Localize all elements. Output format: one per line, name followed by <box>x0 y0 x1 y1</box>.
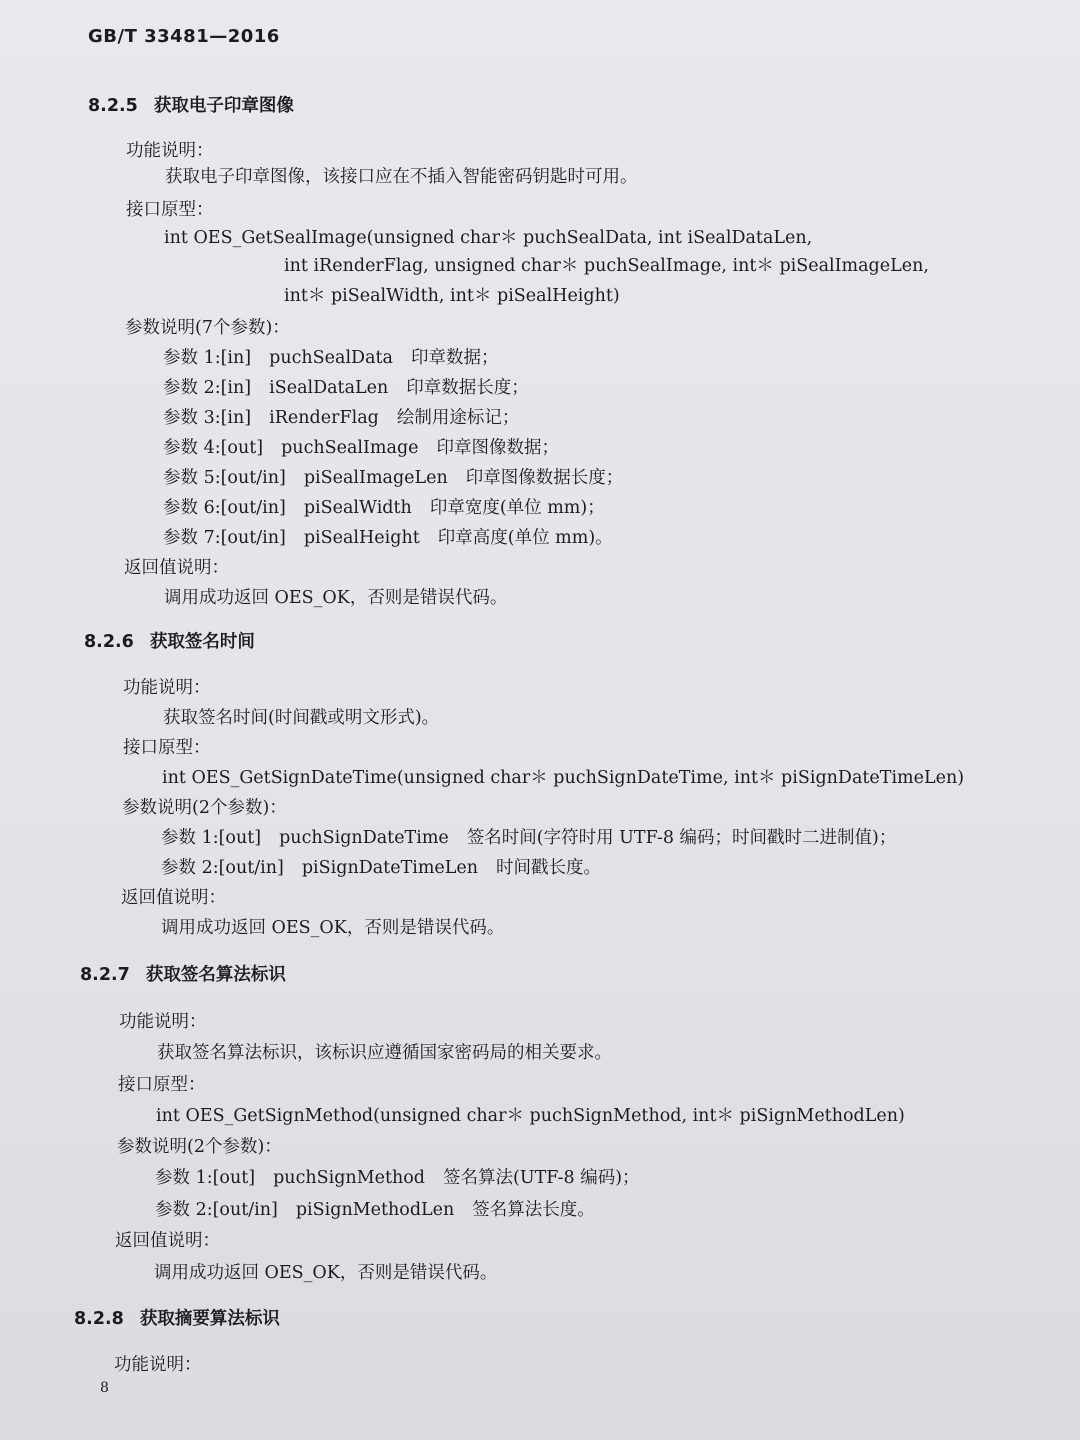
param-row <box>161 824 896 849</box>
param-tag: 参数 7:[out/in] <box>163 528 286 548</box>
param-desc: 印章图像数据长度； <box>465 468 624 488</box>
section-heading-8-2-6 <box>84 628 255 653</box>
section-number: 8.2.7 <box>80 965 130 985</box>
proto-line: int iRenderFlag, unsigned char＊ puchSealImage, int＊ piSealImageLen, <box>284 256 929 276</box>
params-label: 参数说明(2个参数)： <box>122 798 287 818</box>
param-desc: 印章数据； <box>410 348 499 368</box>
param-tag: 参数 3:[in] <box>163 408 252 428</box>
param-desc: 签名算法长度。 <box>472 1200 595 1220</box>
param-row <box>161 854 601 879</box>
param-tag: 参数 4:[out] <box>163 438 264 458</box>
param-tag: 参数 1:[in] <box>163 348 252 368</box>
return-label: 返回值说明： <box>115 1231 220 1251</box>
return-text: 调用成功返回 OES_OK，否则是错误代码。 <box>164 588 508 608</box>
function-label: 功能说明： <box>123 678 211 698</box>
param-desc: 印章数据长度； <box>406 378 529 398</box>
page-number: 8 <box>100 1380 109 1396</box>
function-text: 获取签名时间(时间戳或明文形式)。 <box>163 708 440 728</box>
param-row <box>163 344 498 369</box>
function-label: 功能说明： <box>119 1012 207 1032</box>
param-tag: 参数 2:[out/in] <box>161 858 284 878</box>
function-label: 功能说明： <box>126 141 214 161</box>
param-name: puchSealImage <box>281 438 419 458</box>
param-desc: 印章高度(单位 mm)。 <box>437 528 613 548</box>
section-heading-8-2-5 <box>88 92 294 117</box>
param-tag: 参数 2:[in] <box>163 378 252 398</box>
section-heading-8-2-7 <box>80 961 286 986</box>
param-name: piSealHeight <box>303 528 420 548</box>
param-name: piSignDateTimeLen <box>301 858 479 878</box>
param-desc: 时间戳长度。 <box>496 858 602 878</box>
param-row <box>155 1164 640 1189</box>
param-row <box>163 494 605 519</box>
section-title: 获取签名算法标识 <box>145 965 286 985</box>
param-name: piSealImageLen <box>303 468 448 488</box>
param-desc: 签名算法(UTF-8 编码)； <box>443 1168 640 1188</box>
param-desc: 印章图像数据； <box>436 438 560 458</box>
param-row <box>155 1196 595 1221</box>
section-title: 获取电子印章图像 <box>153 96 294 116</box>
return-label: 返回值说明： <box>124 558 229 578</box>
function-label: 功能说明： <box>114 1355 202 1375</box>
param-name: puchSignDateTime <box>279 828 449 848</box>
standard-header: GB/T 33481—2016 <box>88 26 280 47</box>
param-desc: 签名时间(字符时用 UTF-8 编码；时间戳时二进制值)； <box>466 828 897 848</box>
param-tag: 参数 2:[out/in] <box>155 1200 278 1220</box>
param-row <box>163 464 623 489</box>
section-number: 8.2.5 <box>88 96 138 116</box>
section-heading-8-2-8 <box>74 1305 280 1330</box>
proto-line: int OES_GetSignMethod(unsigned char＊ puchSignMethod, int＊ piSignMethodLen) <box>156 1106 905 1126</box>
return-label: 返回值说明： <box>121 888 226 908</box>
proto-label: 接口原型： <box>118 1075 206 1095</box>
param-name: piSealWidth <box>303 498 412 518</box>
param-row <box>163 524 613 549</box>
param-name: piSignMethodLen <box>295 1200 455 1220</box>
proto-line: int OES_GetSignDateTime(unsigned char＊ puchSignDateTime, int＊ piSignDateTimeLen) <box>162 768 965 788</box>
param-name: iSealDataLen <box>269 378 389 398</box>
param-row <box>163 434 559 459</box>
section-title: 获取摘要算法标识 <box>139 1309 280 1329</box>
param-name: iRenderFlag <box>269 408 379 428</box>
proto-line: int＊ piSealWidth, int＊ piSealHeight) <box>284 286 620 306</box>
param-tag: 参数 1:[out] <box>155 1168 256 1188</box>
proto-label: 接口原型： <box>123 738 211 758</box>
params-label: 参数说明(2个参数)： <box>117 1137 282 1157</box>
param-row <box>163 374 529 399</box>
param-name: puchSignMethod <box>273 1168 426 1188</box>
param-desc: 印章宽度(单位 mm)； <box>429 498 605 518</box>
params-label: 参数说明(7个参数)： <box>125 318 290 338</box>
section-number: 8.2.6 <box>84 632 134 652</box>
param-tag: 参数 1:[out] <box>161 828 262 848</box>
param-name: puchSealData <box>269 348 393 368</box>
return-text: 调用成功返回 OES_OK，否则是错误代码。 <box>154 1263 498 1283</box>
function-text: 获取电子印章图像，该接口应在不插入智能密码钥匙时可用。 <box>165 167 638 187</box>
param-tag: 参数 6:[out/in] <box>163 498 286 518</box>
param-row <box>163 404 519 429</box>
section-title: 获取签名时间 <box>149 632 255 652</box>
proto-label: 接口原型： <box>126 200 214 220</box>
return-text: 调用成功返回 OES_OK，否则是错误代码。 <box>161 918 505 938</box>
proto-line: int OES_GetSealImage(unsigned char＊ puchSealData, int iSealDataLen, <box>164 228 813 248</box>
param-tag: 参数 5:[out/in] <box>163 468 286 488</box>
function-text: 获取签名算法标识，该标识应遵循国家密码局的相关要求。 <box>157 1043 612 1063</box>
section-number: 8.2.8 <box>74 1309 124 1329</box>
param-desc: 绘制用途标记； <box>396 408 520 428</box>
